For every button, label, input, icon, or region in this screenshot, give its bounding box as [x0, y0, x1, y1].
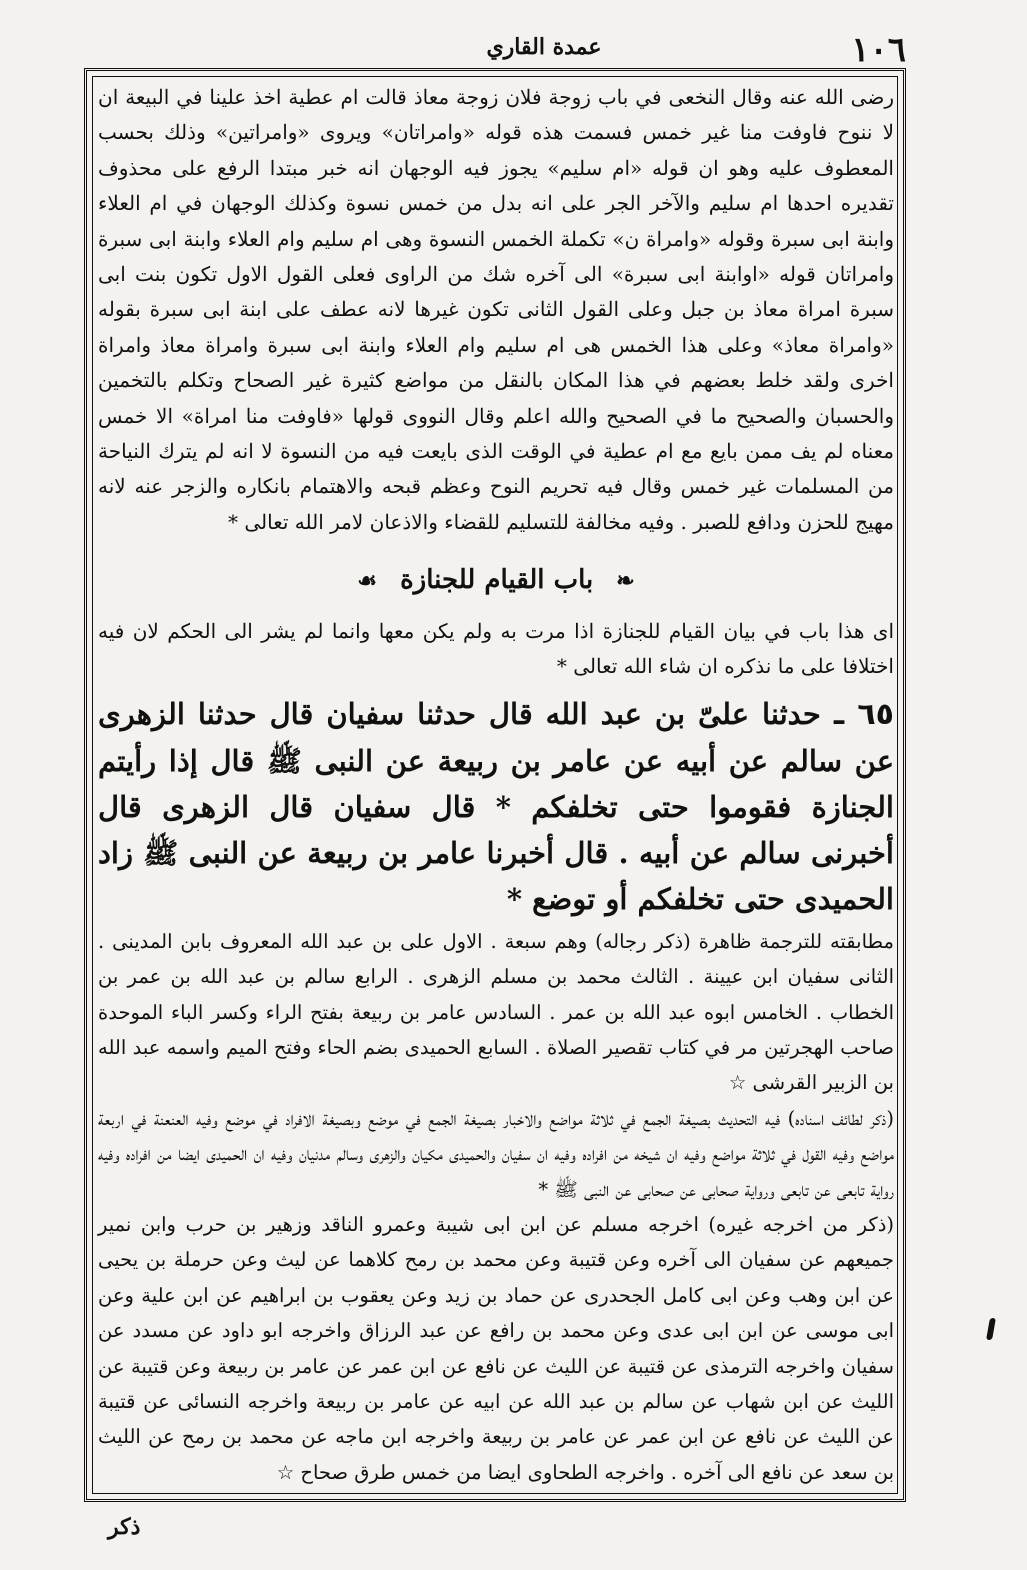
running-title: عمدة القاري: [486, 34, 602, 60]
page-header: [84, 30, 906, 70]
hadith-number: ٦٥ ـ: [833, 696, 894, 732]
hadith-text-block: [98, 691, 894, 922]
margin-mark: [986, 1318, 996, 1340]
page-body: [98, 80, 894, 1490]
hadith-text: حدثنا علىّ بن عبد الله قال حدثنا سفيان قال حدثنا الزهرى عن سالم عن أبيه عن عامر بن ربيعة عن النبى ﷺ قال إذا رأيتم الجنازة فقوموا حتى تخلفكم * قال سفيان قال الزهرى قال أخبرنى سالم عن أبيه . قال أخبرنا عامر بن ربيعة عن النبى ﷺ زاد الحميدى حتى تخلفكم أو توضع *: [98, 696, 894, 916]
commentary-narrators: مطابقته للترجمة ظاهرة (ذكر رجاله) وهم سبعة . الاول على بن عبد الله المعروف بابن المدينى . الثانى سفيان ابن عيينة . الثالث محمد بن مسلم الزهرى . الرابع سالم بن عبد الله بن عمر بن الخطاب . الخامس ابوه عبد الله بن عمر . السادس عامر بن ربيعة بفتح الراء وكسر الباء الموحدة صاحب الهجرتين مر في كتاب تقصير الصلاة . السابع الحميدى بضم الحاء وفتح الميم واسمه عبد الله بن الزبير القرشى ☆: [98, 929, 894, 1095]
ornament-right-icon: ❧: [616, 568, 635, 595]
commentary-sources: (ذكر من اخرجه غيره) اخرجه مسلم عن ابن ابى شيبة وعمرو الناقد وزهير بن حرب وابن نمير جميعهم عن سفيان الى آخره وعن قتيبة وعن محمد بن رمح كلاهما عن ليث وعن حرملة بن يحيى عن ابن وهب وعن ابى كامل الجحدرى عن حماد بن زيد وعن يعقوب بن ابراهيم عن ابن علية وعن ابى موسى عن ابن ابى عدى وعن محمد بن رافع عن عبد الرزاق واخرجه ابو داود عن مسدد عن سفيان واخرجه الترمذى عن قتيبة عن الليث عن نافع عن ابن عمر عن عامر بن ربيعة وعن قتيبة عن الليث عن ابن شهاب عن سالم بن عبد الله عن ابيه عن عامر بن ربيعة واخرجه النسائى عن قتيبة عن الليث عن نافع عن ابن عمر عن عامر بن ربيعة واخرجه ابن ماجه عن محمد بن رمح عن الليث بن سعد عن نافع الى آخره . واخرجه الطحاوى ايضا من خمس طرق صحاح ☆: [98, 1212, 894, 1484]
catchword: ذكر: [108, 1514, 141, 1540]
chapter-heading: [98, 560, 894, 600]
chapter-title: باب القيام للجنازة: [400, 565, 594, 596]
intro-paragraph: رضى الله عنه وقال النخعى في باب زوجة فلان زوجة معاذ قالت ام عطية اخذ علينا في البيعة ان لا ننوح فاوفت منا غير خمس فسمت هذه قوله «وامراتان» ويروى «وامراتين» وذلك بحسب المعطوف عليه وهو ان قوله «ام سليم» يجوز فيه الوجهان انه خبر مبتدا الرفع على محذوف تقديره احدها ام سليم والآخر الجر على انه بدل من خمس نسوة وكذلك الوجهان في ام العلاء وابنة ابى سبرة وقوله «وامراة ن» تكملة الخمس النسوة وهى ام سليم وام العلاء وابنة ابى سبرة وامراتان قوله «اوابنة ابى سبرة» الى آخره شك من الراوى فعلى القول الاول تكون بنت ابى سبرة امراة معاذ بن جبل وعلى القول الثانى تكون غيرها لانه عطف على ابنة ابى سبرة بقوله «وامراة معاذ» وعلى هذا الخمس هى ام سليم وام العلاء وابنة ابى سبرة وامراة معاذ وامراة اخرى ولقد خلط بعضهم في هذا المكان بالنقل من مواضع كثيرة غير الصحاح وتكلم بالتخمين والحسبان والصحيح ما في الصحيح والله اعلم وقال النووى قولها «فاوفت منا امراة» الا خمس معناه لم يف ممن بايع مع ام عطية في الوقت الذى بايعت فيه من النسوة لا انه لم يترك النياحة من المسلمات غير خمس وقال فيه تحريم النوح وعظم قبحه والاهتمام بانكاره والزجر عنه لانه مهيج للحزن ودافع للصبر . وفيه مخالفة للتسليم للقضاء والاذعان لامر الله تعالى *: [98, 85, 894, 534]
ornament-left-icon: ☙: [357, 568, 377, 595]
page-number: ١٠٦: [851, 30, 906, 70]
commentary-isnad: (ذكر لطائف اسناده) فيه التحديث بصيغة الجمع في ثلاثة مواضع والاخبار بصيغة الجمع في موضع وبصيغة الافراد في موضع وفيه العنعنة في اربعة مواضع وفيه القول في ثلاثة مواضع وفيه ان شيخه من افراده وفيه ان سفيان والحميدى مكيان والزهرى وسالم مدنيان وفيه ان الحميدى ايضا من افراده وفيه رواية تابعى عن تابعى ورواية صحابى عن صحابى عن النبى ﷺ *: [98, 1106, 894, 1201]
chapter-intro: اى هذا باب في بيان القيام للجنازة اذا مرت به ولم يكن معها وانما لم يشر الى الحكم لان فيه اختلافا على ما نذكره ان شاء الله تعالى *: [98, 619, 894, 679]
